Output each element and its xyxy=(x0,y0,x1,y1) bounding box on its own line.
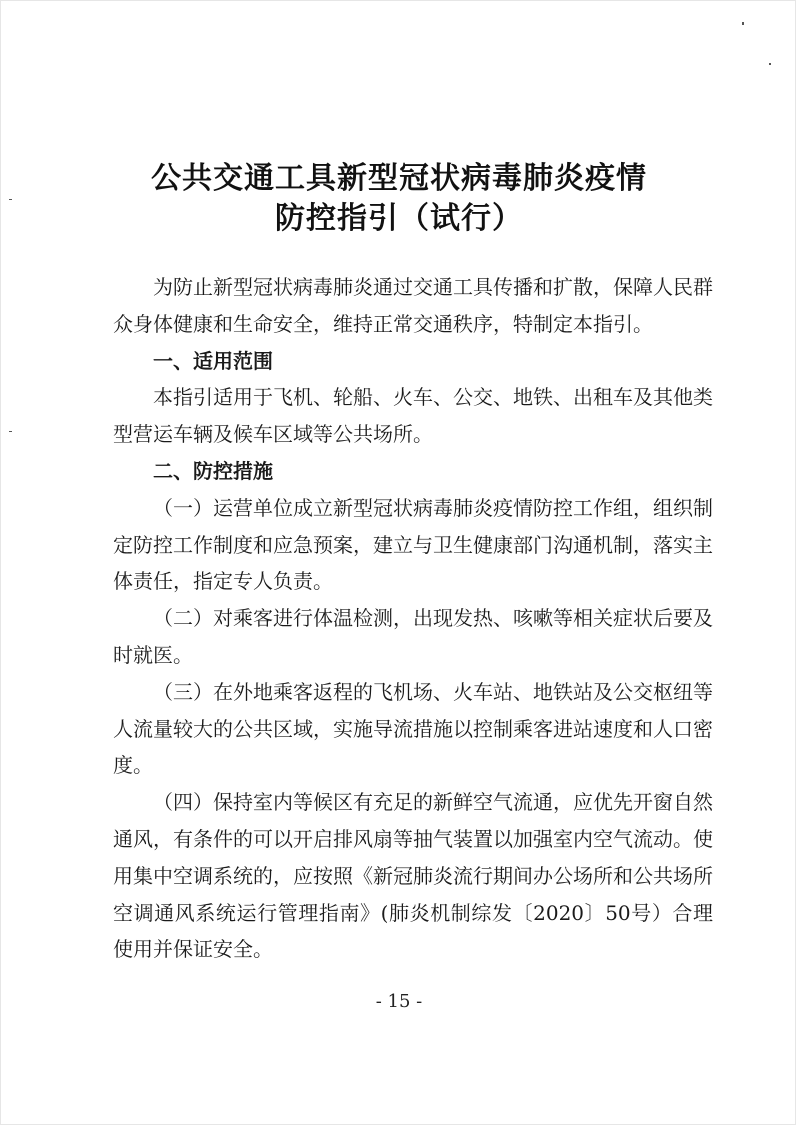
document-title-line-1: 公共交通工具新型冠状病毒肺炎疫情 xyxy=(151,161,647,196)
document-body xyxy=(113,269,713,968)
scan-speck xyxy=(9,431,12,432)
section-heading-measures: 二、防控措施 xyxy=(153,458,273,483)
section-heading-scope: 一、适用范围 xyxy=(153,348,273,373)
intro-paragraph: 为防止新型冠状病毒肺炎通过交通工具传播和扩散，保障人民群众身体健康和生命安全，维持正常交通秩序，特制定本指引。 xyxy=(113,275,713,336)
measure-paragraph-3: （三）在外地乘客返程的飞机场、火车站、地铁站及公交枢纽等人流量较大的公共区域，实施导流措施以控制乘客进站速度和人口密度。 xyxy=(113,679,713,778)
scope-paragraph: 本指引适用于飞机、轮船、火车、公交、地铁、出租车及其他类型营运车辆及候车区域等公共场所。 xyxy=(113,385,713,447)
measure-paragraph-4: （四）保持室内等候区有充足的新鲜空气流通，应优先开窗自然通风，有条件的可以开启排风扇等抽气装置以加强室内空气流动。使用集中空调系统的，应按照《新冠肺炎流行期间办公场所和公共场所空调通风系统运行管理指南》(肺炎机制综发〔2020〕50号）合理使用并保证安全。 xyxy=(113,790,713,962)
measure-paragraph-2: （二）对乘客进行体温检测，出现发热、咳嗽等相关症状后要及时就医。 xyxy=(113,606,713,667)
document-title-line-2: 防控指引（试行） xyxy=(275,201,523,236)
measure-paragraph-1: （一）运营单位成立新型冠状病毒肺炎疫情防控工作组，组织制定防控工作制度和应急预案，建立与卫生健康部门沟通机制，落实主体责任，指定专人负责。 xyxy=(113,495,713,594)
page-number: - 15 - xyxy=(375,991,423,1012)
scan-speck xyxy=(742,22,744,25)
scan-speck xyxy=(769,63,771,65)
